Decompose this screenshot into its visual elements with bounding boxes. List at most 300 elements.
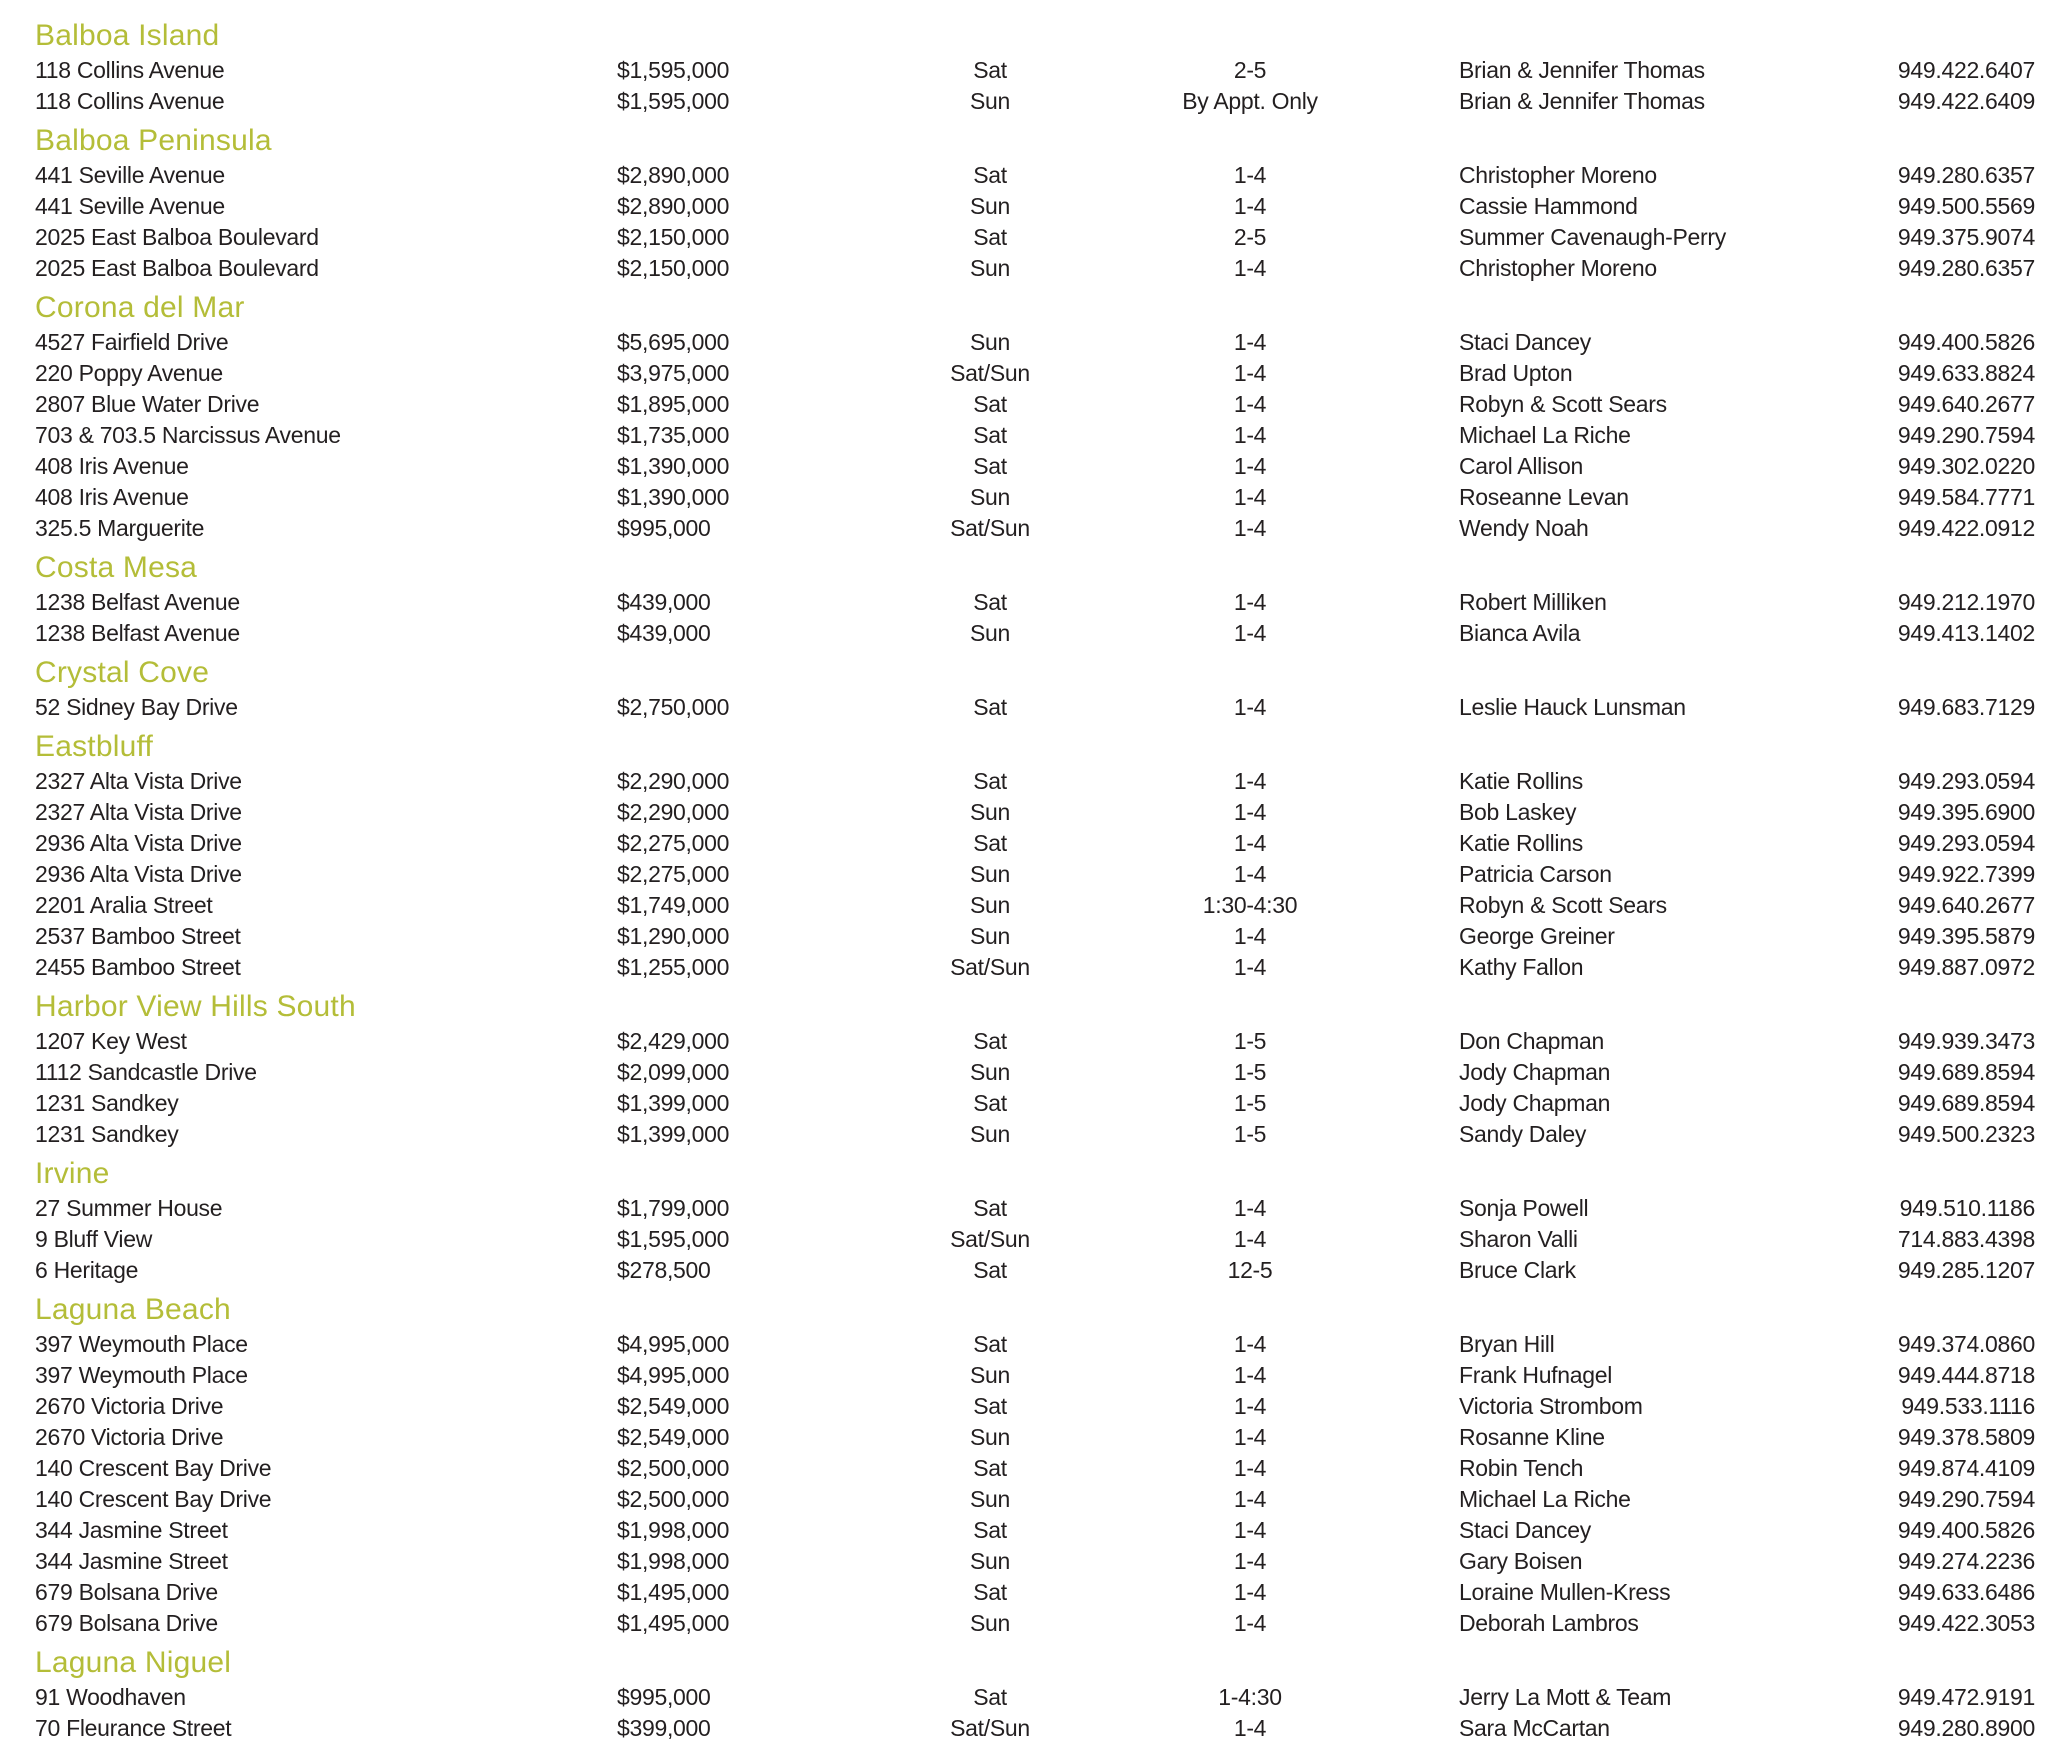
listing-price: $4,995,000 xyxy=(617,1362,730,1388)
listing-price: $3,975,000 xyxy=(617,360,730,386)
listing-agent: Kathy Fallon xyxy=(1459,954,1584,980)
listing-phone: 949.293.0594 xyxy=(1897,830,2035,856)
listing-time: 1-5 xyxy=(1233,1121,1267,1147)
listing-price: $1,998,000 xyxy=(617,1517,730,1543)
listing-price: $2,275,000 xyxy=(617,861,730,887)
listing-phone: 949.584.7771 xyxy=(1897,484,2035,510)
listing-address: 2936 Alta Vista Drive xyxy=(35,830,242,856)
listing-address: 2936 Alta Vista Drive xyxy=(35,861,242,887)
listing-time: 1-4 xyxy=(1233,799,1267,825)
city-heading: Eastbluff xyxy=(35,730,153,763)
listing-day: Sat xyxy=(973,162,1007,188)
listing-phone: 949.285.1207 xyxy=(1897,1257,2035,1283)
listing-row xyxy=(35,1713,2035,1744)
listing-time: 1:30-4:30 xyxy=(1202,892,1298,918)
listing-time: 1-4 xyxy=(1233,954,1267,980)
listing-address: 325.5 Marguerite xyxy=(35,515,205,541)
listing-time: 1-4 xyxy=(1233,329,1267,355)
listing-time: 1-4 xyxy=(1233,1362,1267,1388)
listing-day: Sat xyxy=(973,1331,1007,1357)
listing-time: 1-5 xyxy=(1233,1090,1267,1116)
listing-row xyxy=(35,1329,2035,1360)
listing-address: 703 & 703.5 Narcissus Avenue xyxy=(35,422,341,448)
listing-price: $2,500,000 xyxy=(617,1486,730,1512)
listing-address: 6 Heritage xyxy=(35,1257,139,1283)
listing-agent: Bob Laskey xyxy=(1459,799,1577,825)
listing-day: Sat xyxy=(973,1393,1007,1419)
listing-time: 1-4 xyxy=(1233,162,1267,188)
listing-phone: 949.280.8900 xyxy=(1897,1715,2035,1741)
listing-phone: 949.374.0860 xyxy=(1897,1331,2035,1357)
listing-row xyxy=(35,692,2035,723)
listing-price: $1,290,000 xyxy=(617,923,730,949)
listing-day: Sat/Sun xyxy=(950,360,1030,386)
listing-day: Sat xyxy=(973,1517,1007,1543)
city-heading: Corona del Mar xyxy=(35,291,245,324)
listing-time: 1-4 xyxy=(1233,1455,1267,1481)
listing-row xyxy=(35,55,2035,86)
listing-price: $2,099,000 xyxy=(617,1059,730,1085)
listing-address: 140 Crescent Bay Drive xyxy=(35,1455,272,1481)
listing-row xyxy=(35,797,2035,828)
listing-price: $5,695,000 xyxy=(617,329,730,355)
city-heading: Crystal Cove xyxy=(35,656,210,689)
listing-agent: Bruce Clark xyxy=(1459,1257,1576,1283)
listing-address: 397 Weymouth Place xyxy=(35,1331,248,1357)
listing-agent: Jody Chapman xyxy=(1459,1059,1611,1085)
listing-time: 1-4 xyxy=(1233,193,1267,219)
listing-day: Sat xyxy=(973,1195,1007,1221)
listing-address: 27 Summer House xyxy=(35,1195,223,1221)
listing-phone: 949.395.5879 xyxy=(1897,923,2035,949)
listing-row xyxy=(35,1515,2035,1546)
listing-day: Sat xyxy=(973,1684,1007,1710)
listing-phone: 949.302.0220 xyxy=(1897,453,2035,479)
listing-address: 2327 Alta Vista Drive xyxy=(35,768,242,794)
listing-price: $1,399,000 xyxy=(617,1121,730,1147)
listing-phone: 949.922.7399 xyxy=(1897,861,2035,887)
listing-address: 4527 Fairfield Drive xyxy=(35,329,229,355)
listing-row xyxy=(35,420,2035,451)
listing-row xyxy=(35,327,2035,358)
listing-price: $995,000 xyxy=(617,1684,711,1710)
listing-address: 1238 Belfast Avenue xyxy=(35,589,240,615)
listing-day: Sun xyxy=(969,193,1011,219)
listing-address: 1238 Belfast Avenue xyxy=(35,620,240,646)
listing-time: 2-5 xyxy=(1233,57,1267,83)
city-listings xyxy=(35,1026,2035,1150)
listing-row xyxy=(35,859,2035,890)
listing-row xyxy=(35,482,2035,513)
listing-row xyxy=(35,1422,2035,1453)
listing-row xyxy=(35,1255,2035,1286)
city-heading: Harbor View Hills South xyxy=(35,990,356,1023)
listing-address: 118 Collins Avenue xyxy=(35,57,225,83)
city-listings xyxy=(35,766,2035,983)
listing-phone: 949.689.8594 xyxy=(1897,1090,2035,1116)
city-listings xyxy=(35,587,2035,649)
listing-agent: Roseanne Levan xyxy=(1459,484,1629,510)
listing-day: Sat xyxy=(973,57,1007,83)
listing-row xyxy=(35,1119,2035,1150)
listing-day: Sat/Sun xyxy=(950,1226,1030,1252)
listing-row xyxy=(35,513,2035,544)
listing-address: 344 Jasmine Street xyxy=(35,1548,228,1574)
city-listings xyxy=(35,160,2035,284)
listing-time: 1-4 xyxy=(1233,422,1267,448)
listing-price: $2,290,000 xyxy=(617,768,730,794)
listing-time: 1-4 xyxy=(1233,484,1267,510)
listing-agent: Jerry La Mott & Team xyxy=(1459,1684,1672,1710)
listing-time: 2-5 xyxy=(1233,224,1267,250)
listing-price: $2,890,000 xyxy=(617,162,730,188)
listing-agent: Carol Allison xyxy=(1459,453,1583,479)
listing-address: 1207 Key West xyxy=(35,1028,187,1054)
city-section xyxy=(35,1155,2035,1286)
listing-agent: Summer Cavenaugh-Perry xyxy=(1459,224,1726,250)
listing-day: Sun xyxy=(969,799,1011,825)
listing-phone: 949.280.6357 xyxy=(1897,162,2035,188)
listing-day: Sat/Sun xyxy=(950,954,1030,980)
listing-price: $995,000 xyxy=(617,515,711,541)
listing-agent: Robyn & Scott Sears xyxy=(1459,391,1667,417)
listing-price: $1,749,000 xyxy=(617,892,730,918)
listing-time: 1-5 xyxy=(1233,1059,1267,1085)
listing-time: 1-4 xyxy=(1233,1226,1267,1252)
listing-agent: Don Chapman xyxy=(1459,1028,1605,1054)
listing-day: Sun xyxy=(969,861,1011,887)
listing-address: 1112 Sandcastle Drive xyxy=(35,1059,257,1085)
city-section xyxy=(35,988,2035,1150)
listing-phone: 949.640.2677 xyxy=(1897,892,2035,918)
listing-time: 1-4:30 xyxy=(1218,1684,1282,1710)
listing-address: 70 Fleurance Street xyxy=(35,1715,232,1741)
listing-agent: Jody Chapman xyxy=(1459,1090,1611,1116)
listing-phone: 949.939.3473 xyxy=(1897,1028,2035,1054)
city-listings xyxy=(35,1682,2035,1744)
listing-row xyxy=(35,1224,2035,1255)
listing-phone: 949.633.6486 xyxy=(1897,1579,2035,1605)
city-section xyxy=(35,728,2035,983)
listing-agent: Sara McCartan xyxy=(1459,1715,1610,1741)
listing-price: $2,429,000 xyxy=(617,1028,730,1054)
city-section xyxy=(35,1291,2035,1639)
listing-day: Sun xyxy=(969,1362,1011,1388)
listing-time: 1-4 xyxy=(1233,1424,1267,1450)
listing-time: 1-4 xyxy=(1233,830,1267,856)
city-listings xyxy=(35,327,2035,544)
listing-agent: Staci Dancey xyxy=(1459,329,1591,355)
listing-phone: 949.510.1186 xyxy=(1899,1195,2035,1221)
listing-agent: Loraine Mullen-Kress xyxy=(1459,1579,1671,1605)
listing-price: $2,150,000 xyxy=(617,255,730,281)
listing-agent: Victoria Strombom xyxy=(1459,1393,1643,1419)
listing-address: 2025 East Balboa Boulevard xyxy=(35,255,319,281)
listing-row xyxy=(35,358,2035,389)
listing-day: Sat xyxy=(973,1090,1007,1116)
listing-phone: 949.422.6407 xyxy=(1897,57,2035,83)
listing-time: 1-4 xyxy=(1233,515,1267,541)
listing-phone: 949.400.5826 xyxy=(1897,329,2035,355)
listing-price: $1,799,000 xyxy=(617,1195,730,1221)
listing-day: Sun xyxy=(969,620,1011,646)
listing-phone: 949.874.4109 xyxy=(1897,1455,2035,1481)
listing-address: 344 Jasmine Street xyxy=(35,1517,228,1543)
listing-address: 441 Seville Avenue xyxy=(35,162,225,188)
listing-address: 1231 Sandkey xyxy=(35,1121,179,1147)
listing-row xyxy=(35,1026,2035,1057)
listing-phone: 949.422.6409 xyxy=(1897,88,2035,114)
listing-day: Sat/Sun xyxy=(950,515,1030,541)
listing-day: Sun xyxy=(969,1548,1011,1574)
city-heading: Irvine xyxy=(35,1157,110,1190)
listing-agent: Gary Boisen xyxy=(1459,1548,1583,1574)
listing-row xyxy=(35,86,2035,117)
listing-day: Sun xyxy=(969,1486,1011,1512)
listing-price: $439,000 xyxy=(617,620,711,646)
listing-phone: 949.413.1402 xyxy=(1897,620,2035,646)
listing-row xyxy=(35,1577,2035,1608)
listing-agent: Brian & Jennifer Thomas xyxy=(1459,57,1705,83)
listing-address: 118 Collins Avenue xyxy=(35,88,225,114)
listing-agent: Christopher Moreno xyxy=(1459,255,1657,281)
listing-row xyxy=(35,1453,2035,1484)
listing-time: 12-5 xyxy=(1227,1257,1273,1283)
listing-agent: Wendy Noah xyxy=(1459,515,1589,541)
listing-row xyxy=(35,1608,2035,1639)
listing-phone: 949.378.5809 xyxy=(1897,1424,2035,1450)
city-heading: Laguna Niguel xyxy=(35,1646,232,1679)
listing-day: Sat xyxy=(973,1028,1007,1054)
city-listings xyxy=(35,692,2035,723)
listing-row xyxy=(35,1193,2035,1224)
listing-agent: Leslie Hauck Lunsman xyxy=(1459,694,1686,720)
listing-time: By Appt. Only xyxy=(1182,88,1318,114)
listing-price: $278,500 xyxy=(617,1257,711,1283)
listing-phone: 949.274.2236 xyxy=(1897,1548,2035,1574)
listing-time: 1-4 xyxy=(1233,861,1267,887)
listing-phone: 949.280.6357 xyxy=(1897,255,2035,281)
listing-day: Sun xyxy=(969,892,1011,918)
listing-address: 220 Poppy Avenue xyxy=(35,360,223,386)
listing-phone: 949.375.9074 xyxy=(1897,224,2035,250)
listing-address: 2455 Bamboo Street xyxy=(35,954,241,980)
listing-price: $1,255,000 xyxy=(617,954,730,980)
listing-price: $1,735,000 xyxy=(617,422,730,448)
listing-time: 1-4 xyxy=(1233,694,1267,720)
listing-price: $2,275,000 xyxy=(617,830,730,856)
listing-day: Sat xyxy=(973,830,1007,856)
listing-address: 52 Sidney Bay Drive xyxy=(35,694,238,720)
listing-day: Sun xyxy=(969,1424,1011,1450)
city-listings xyxy=(35,1329,2035,1639)
listing-agent: Katie Rollins xyxy=(1459,768,1583,794)
listing-day: Sat xyxy=(973,1257,1007,1283)
listing-time: 1-4 xyxy=(1233,1715,1267,1741)
listing-row xyxy=(35,389,2035,420)
listing-time: 1-4 xyxy=(1233,360,1267,386)
listing-phone: 949.444.8718 xyxy=(1897,1362,2035,1388)
listing-address: 2327 Alta Vista Drive xyxy=(35,799,242,825)
listing-phone: 949.887.0972 xyxy=(1897,954,2035,980)
listing-phone: 949.395.6900 xyxy=(1897,799,2035,825)
listing-address: 679 Bolsana Drive xyxy=(35,1579,218,1605)
listing-agent: Sandy Daley xyxy=(1459,1121,1587,1147)
listing-phone: 949.472.9191 xyxy=(1897,1684,2035,1710)
listing-price: $399,000 xyxy=(617,1715,711,1741)
listing-agent: Katie Rollins xyxy=(1459,830,1583,856)
listing-day: Sun xyxy=(969,88,1011,114)
listing-phone: 949.293.0594 xyxy=(1897,768,2035,794)
listing-price: $2,500,000 xyxy=(617,1455,730,1481)
listing-row xyxy=(35,160,2035,191)
listing-row xyxy=(35,952,2035,983)
listing-price: $2,750,000 xyxy=(617,694,730,720)
listing-day: Sat xyxy=(973,422,1007,448)
listing-phone: 949.500.2323 xyxy=(1897,1121,2035,1147)
listing-price: $1,390,000 xyxy=(617,484,730,510)
listing-address: 2670 Victoria Drive xyxy=(35,1393,224,1419)
listing-row xyxy=(35,451,2035,482)
listing-row xyxy=(35,222,2035,253)
listing-price: $1,495,000 xyxy=(617,1579,730,1605)
listing-price: $1,595,000 xyxy=(617,88,730,114)
listing-address: 2807 Blue Water Drive xyxy=(35,391,260,417)
city-heading: Balboa Island xyxy=(35,19,220,52)
listing-day: Sat/Sun xyxy=(950,1715,1030,1741)
listing-row xyxy=(35,1546,2035,1577)
listing-day: Sat xyxy=(973,391,1007,417)
listing-agent: Brad Upton xyxy=(1459,360,1573,386)
listing-row xyxy=(35,253,2035,284)
listing-address: 408 Iris Avenue xyxy=(35,484,189,510)
city-section xyxy=(35,1644,2035,1744)
listing-price: $1,595,000 xyxy=(617,1226,730,1252)
listing-agent: George Greiner xyxy=(1459,923,1615,949)
listing-phone: 949.212.1970 xyxy=(1897,589,2035,615)
listing-price: $2,549,000 xyxy=(617,1424,730,1450)
listing-row xyxy=(35,1682,2035,1713)
listing-time: 1-4 xyxy=(1233,1579,1267,1605)
listing-price: $1,399,000 xyxy=(617,1090,730,1116)
listing-price: $2,890,000 xyxy=(617,193,730,219)
city-listings xyxy=(35,55,2035,117)
listing-agent: Michael La Riche xyxy=(1459,422,1631,448)
city-section xyxy=(35,289,2035,544)
listing-agent: Christopher Moreno xyxy=(1459,162,1657,188)
listing-address: 397 Weymouth Place xyxy=(35,1362,248,1388)
listing-row xyxy=(35,828,2035,859)
listing-day: Sat xyxy=(973,1579,1007,1605)
listing-time: 1-4 xyxy=(1233,1331,1267,1357)
listing-price: $4,995,000 xyxy=(617,1331,730,1357)
city-heading: Costa Mesa xyxy=(35,551,198,584)
listing-agent: Sonja Powell xyxy=(1459,1195,1589,1221)
city-section xyxy=(35,654,2035,723)
listing-agent: Robert Milliken xyxy=(1459,589,1607,615)
listing-agent: Patricia Carson xyxy=(1459,861,1612,887)
listing-phone: 949.633.8824 xyxy=(1897,360,2035,386)
listing-price: $439,000 xyxy=(617,589,711,615)
listing-phone: 949.640.2677 xyxy=(1897,391,2035,417)
listing-day: Sat xyxy=(973,224,1007,250)
listing-address: 2025 East Balboa Boulevard xyxy=(35,224,319,250)
listing-day: Sat xyxy=(973,589,1007,615)
listing-agent: Brian & Jennifer Thomas xyxy=(1459,88,1705,114)
listing-time: 1-4 xyxy=(1233,391,1267,417)
listing-agent: Bianca Avila xyxy=(1459,620,1581,646)
listing-agent: Staci Dancey xyxy=(1459,1517,1591,1543)
city-listings xyxy=(35,1193,2035,1286)
listing-phone: 949.290.7594 xyxy=(1897,422,2035,448)
listing-day: Sat xyxy=(973,768,1007,794)
listing-price: $1,495,000 xyxy=(617,1610,730,1636)
city-section xyxy=(35,122,2035,284)
listing-agent: Robin Tench xyxy=(1459,1455,1584,1481)
listing-time: 1-4 xyxy=(1233,589,1267,615)
listing-agent: Bryan Hill xyxy=(1459,1331,1555,1357)
listing-address: 408 Iris Avenue xyxy=(35,453,189,479)
listing-agent: Michael La Riche xyxy=(1459,1486,1631,1512)
listing-time: 1-4 xyxy=(1233,1486,1267,1512)
listing-price: $1,390,000 xyxy=(617,453,730,479)
listing-day: Sun xyxy=(969,1610,1011,1636)
listing-row xyxy=(35,587,2035,618)
listing-day: Sat xyxy=(973,453,1007,479)
listing-time: 1-4 xyxy=(1233,1548,1267,1574)
listing-time: 1-4 xyxy=(1233,1393,1267,1419)
listing-day: Sun xyxy=(969,923,1011,949)
listing-address: 91 Woodhaven xyxy=(35,1684,186,1710)
city-section xyxy=(35,549,2035,649)
listing-time: 1-4 xyxy=(1233,1195,1267,1221)
listing-row xyxy=(35,1057,2035,1088)
listing-price: $1,595,000 xyxy=(617,57,730,83)
listing-agent: Robyn & Scott Sears xyxy=(1459,892,1667,918)
listing-time: 1-4 xyxy=(1233,1610,1267,1636)
listing-row xyxy=(35,191,2035,222)
city-heading: Balboa Peninsula xyxy=(35,124,272,157)
listing-phone: 714.883.4398 xyxy=(1897,1226,2035,1252)
listing-time: 1-4 xyxy=(1233,768,1267,794)
listing-day: Sun xyxy=(969,1121,1011,1147)
listing-phone: 949.533.1116 xyxy=(1901,1393,2035,1419)
listing-phone: 949.400.5826 xyxy=(1897,1517,2035,1543)
listing-phone: 949.290.7594 xyxy=(1897,1486,2035,1512)
listing-day: Sun xyxy=(969,255,1011,281)
listing-row xyxy=(35,1360,2035,1391)
listing-address: 140 Crescent Bay Drive xyxy=(35,1486,272,1512)
listing-price: $2,150,000 xyxy=(617,224,730,250)
listing-agent: Sharon Valli xyxy=(1459,1226,1578,1252)
listing-price: $1,895,000 xyxy=(617,391,730,417)
listing-day: Sun xyxy=(969,484,1011,510)
listing-time: 1-5 xyxy=(1233,1028,1267,1054)
listing-agent: Rosanne Kline xyxy=(1459,1424,1605,1450)
listing-agent: Cassie Hammond xyxy=(1459,193,1638,219)
listing-address: 2670 Victoria Drive xyxy=(35,1424,224,1450)
listing-row xyxy=(35,618,2035,649)
listing-address: 9 Bluff View xyxy=(35,1226,153,1252)
listing-time: 1-4 xyxy=(1233,255,1267,281)
listing-time: 1-4 xyxy=(1233,453,1267,479)
listing-row xyxy=(35,1484,2035,1515)
listing-day: Sun xyxy=(969,1059,1011,1085)
listing-phone: 949.689.8594 xyxy=(1897,1059,2035,1085)
city-section xyxy=(35,17,2035,117)
listing-address: 679 Bolsana Drive xyxy=(35,1610,218,1636)
listing-phone: 949.683.7129 xyxy=(1897,694,2035,720)
